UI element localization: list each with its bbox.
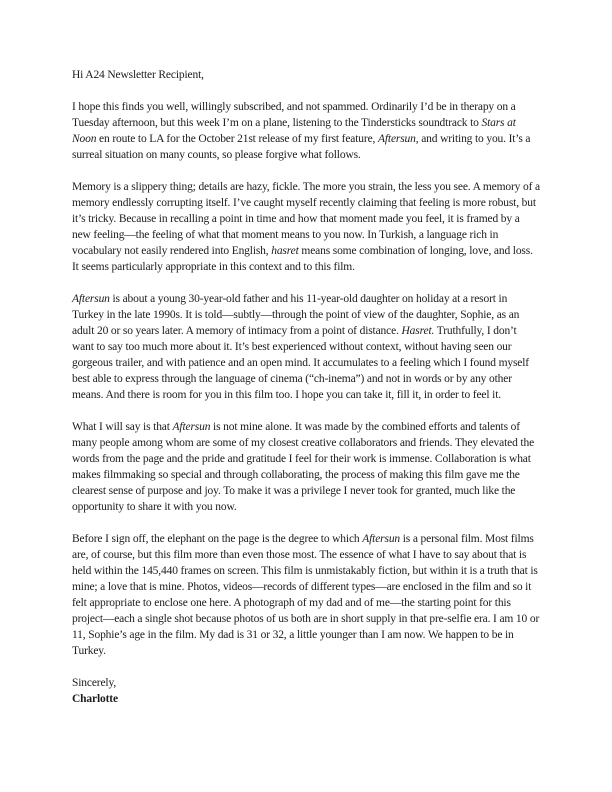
text-run: Aftersun bbox=[362, 533, 401, 545]
text-run: means some combination of longing, love, and loss. It seems particularly appropriate in this context and to this film. bbox=[72, 245, 533, 273]
text-run: is about a young 30-year-old father and his 11-year-old daughter on holiday at a resort in Turkey in the late 1990s. It is told—subtly—through the point of view of the daughter, Sophie, as an adult 20 or so years later. A memory of intimacy from a point of distance. bbox=[72, 293, 520, 337]
text-run: , and writing to you. It’s a surreal situation on many counts, so please forgive what follows. bbox=[72, 133, 531, 161]
text-run: Memory is a slippery thing; details are hazy, fickle. The more you strain, the less you see. A memory of a memory endlessly corrupting itself. I’ve caught myself recently claiming that feeling is more robust, but it’s tricky. Because in recalling a point in time and how that moment made you feel, it is framed by a new feeling—the feeling of what that moment means to you now. In Turkish, a language rich in vocabulary not easily rendered into English, bbox=[72, 181, 540, 257]
text-run: Stars at Noon bbox=[72, 117, 516, 145]
text-run: Before I sign off, the elephant on the page is the degree to which bbox=[72, 533, 363, 545]
text-run: is not mine alone. It was made by the combined efforts and talents of many people among whom are some of my closest creative collaborators and friends. They elevated the words from the page and the pride and gratitude I feel for their work is immense. Collaboration is what makes filmmaking so special and through collaborating, the process of making this film gave me the clearest sense of purpose and joy. To make it was a privilege I never took for granted, much like the opportunity to share it with you now. bbox=[72, 421, 535, 513]
text-run: I hope this finds you well, willingly subscribed, and not spammed. Ordinarily I’d be in therapy on a Tuesday afternoon, but this week I’m on a plane, listening to the Tindersticks soundtrack to bbox=[72, 101, 516, 129]
paragraph bbox=[72, 531, 540, 659]
paragraph bbox=[72, 419, 540, 515]
closing: Sincerely, bbox=[72, 677, 117, 689]
greeting: Hi A24 Newsletter Recipient, bbox=[72, 69, 204, 81]
paragraph bbox=[72, 291, 540, 403]
text-run: Hasret. bbox=[401, 325, 435, 337]
text-run: What I will say is that bbox=[72, 421, 173, 433]
letter-body bbox=[72, 99, 540, 659]
text-run: Truthfully, I don’t want to say too much more about it. It’s best experienced without context, without having seen our gorgeous trailer, and with patience and an open mind. It accumulates to a feeling which I found myself best able to express through the language of cinema (“ch-inema”) and not in words or by any other means. And there is room for you in this film too. I hope you can take it, fill it, in order to feel it. bbox=[72, 325, 529, 401]
text-run: Aftersun bbox=[377, 133, 416, 145]
text-run: en route to LA for the October 21st release of my first feature, bbox=[96, 133, 378, 145]
text-run: hasret bbox=[271, 245, 299, 257]
paragraph bbox=[72, 99, 540, 163]
signature: Charlotte bbox=[72, 693, 118, 705]
text-run: Aftersun bbox=[172, 421, 211, 433]
text-run: Aftersun bbox=[72, 293, 110, 305]
paragraph bbox=[72, 179, 540, 275]
text-run: is a personal film. Most films are, of course, but this film more than even those most. The essence of what I have to say about that is held within the 145,440 frames on screen. This film is unmistakably fiction, but within it is a truth that is mine; a love that is mine. Photos, videos—records of different types—are enclosed in the film and so it felt appropriate to enclose one here. A photograph of my dad and of me—the starting point for this project—each a single shot because photos of us both are in short supply in that pre-selfie era. I am 10 or 11, Sophie’s age in the film. My dad is 31 or 32, a little younger than I am now. We happen to be in Turkey. bbox=[72, 533, 540, 657]
